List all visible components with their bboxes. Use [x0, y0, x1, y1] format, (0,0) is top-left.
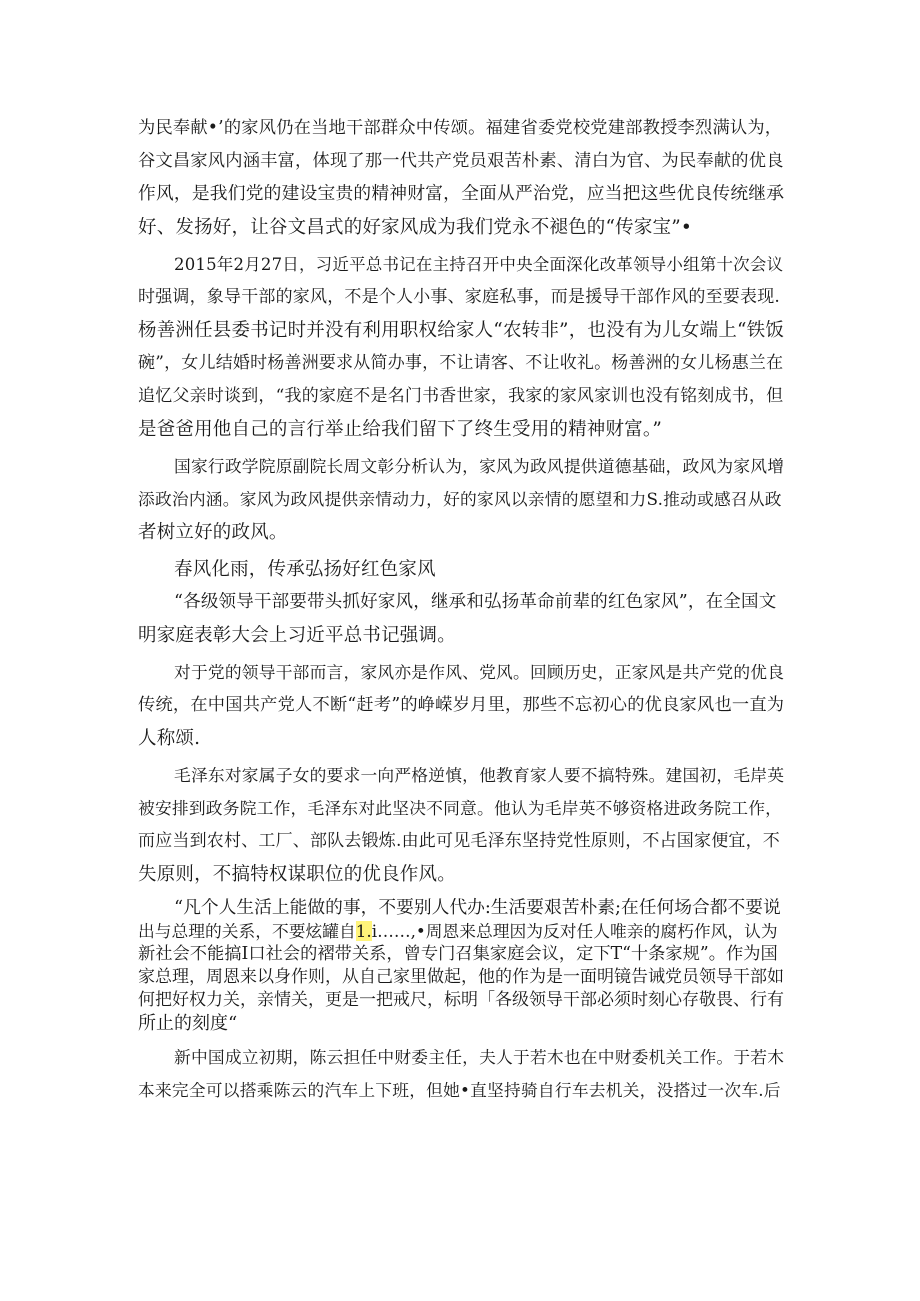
text-line: 毛泽东对家属子女的要求一向严格逆慎，他教育家人要不搞特殊。建国初，毛岸英 [174, 765, 785, 785]
text-line: 传统，在中国共产党人不断“赶考”的峥嵘岁月里，那些不忘初心的优良家风也一直为 [138, 695, 785, 715]
text-segment: 出与总理的关系，不要炫罐自 [138, 921, 356, 941]
text-line: 明家庭表彰大会上习近平总书记强调。 [138, 625, 456, 646]
paragraph-mao-zedong [138, 759, 784, 891]
text-line: “凡个人生活上能做的事，不要别人代办:生活要艰苦朴素;在任何场合都不要说 [174, 898, 781, 918]
text-line: 谷文昌家风内涵丰富，体现了那一代共产党员艰苦朴素、清白为官、为民奉献的优良 [138, 151, 784, 171]
text-line: 者树立好的政风。 [138, 522, 288, 543]
highlighted-text: 1. [355, 921, 372, 941]
text-line: 被安排到政务院工作，毛泽东对此坚决不同意。他认为毛岸英不够资格进政务院工作， [138, 798, 783, 818]
text-line: 对于党的领导干部而言，家风亦是作风、党风。回顾历史，正家风是共产党的优良 [174, 662, 785, 682]
paragraph-chen-yun [138, 1041, 784, 1107]
text-line: 好、发扬好，让谷文昌式的好家风成为我们党永不褪色的“传家宝”• [138, 217, 693, 238]
text-line: 新社会不能搞I口社会的褶带关系，曾专门召集家庭会议，定下T“十条家规”。作为国 [138, 944, 778, 964]
text-line: 2015年2月27日，习近平总书记在主持召开中央全面深化改革领导小组第十次会议 [174, 255, 784, 274]
text-line: 而应当到农村、工厂、部队去锻炼.由此可见毛泽东坚持党性原则，不占国家便宜，不 [138, 831, 781, 851]
text-line: 家总理，周恩来以身作则，从自己家里做起，他的作为是一面明镜告诫党员领导干部如 [138, 967, 784, 987]
paragraph-yang-shanzhou [138, 248, 784, 446]
text-line: 国家行政学院原副院长周文彰分析认为，家风为政风提供道德基础，政风为家风增 [174, 456, 785, 476]
paragraph-gu-wenchang [138, 112, 784, 244]
text-line: 添政治内涵。家风为政风提供亲情动力，好的家风以亲情的愿望和力S.推动或感召从政 [138, 489, 782, 509]
text-line: “各级领导干部要带头抓好家风，继承和弘扬革命前辈的红色家风”，在全国文 [174, 592, 777, 612]
text-line: 碗”，女儿结婚时杨善洲要求从简办事，不让请客、不让收礼。杨善洲的女儿杨惠兰在 [138, 353, 784, 373]
text-line: 为民奉献•’的家风仍在当地干部群众中传颂。福建省委党校党建部教授李烈满认为， [138, 118, 783, 138]
text-line: 追忆父亲时谈到，“我的家庭不是名门书香世家，我家的家风家训也没有铭刻成书，但 [138, 386, 784, 406]
text-line: 时强调，象导干部的家风，不是个人小事、家庭私事，而是援导干部作风的至要表现. [138, 287, 781, 307]
text-line: 人称颂. [138, 728, 201, 749]
text-line: 作风，是我们党的建设宝贵的精神财富，全面从严治党，应当把这些优良传统继承 [138, 184, 785, 204]
text-line: 新中国成立初期，陈云担任中财委主任，夫人于若木也在中财委机关工作。于若木 [174, 1047, 785, 1067]
text-line: 杨善洲任县委书记时并没有利用职权给家人“农转非”，也没有为儿女端上“铁饭 [138, 320, 785, 341]
paragraph-party-style [138, 656, 784, 755]
section-heading [138, 553, 784, 586]
text-line: 本来完全可以搭乘陈云的汽车上下班，但她•直坚持骑自行车去机关，没搭过一次车.后 [138, 1080, 781, 1100]
paragraph-zhou-wenzhang [138, 450, 784, 549]
document-page [138, 112, 784, 1107]
text-line: 是爸爸用他自己的言行举止给我们留下了终生受用的精神财富。” [138, 419, 663, 440]
text-line-with-highlight [138, 920, 784, 943]
heading-text: 春风化雨，传承弘扬好红色家风 [174, 559, 436, 580]
text-line: 所止的刻度“ [138, 1013, 238, 1034]
text-line: 何把好权力关，亲情关，更是一把戒尺，标明「各级领导干部必须时刻心存敬畏、行有 [138, 990, 784, 1010]
text-line: 失原则，不搞特权谋职位的优良作风。 [138, 864, 456, 885]
paragraph-zhou-enlai [138, 897, 784, 1035]
paragraph-red-family-tradition [138, 586, 784, 652]
text-segment: i……,•周恩来总理因为反对任人唯亲的腐朽作风，认为 [371, 921, 778, 941]
